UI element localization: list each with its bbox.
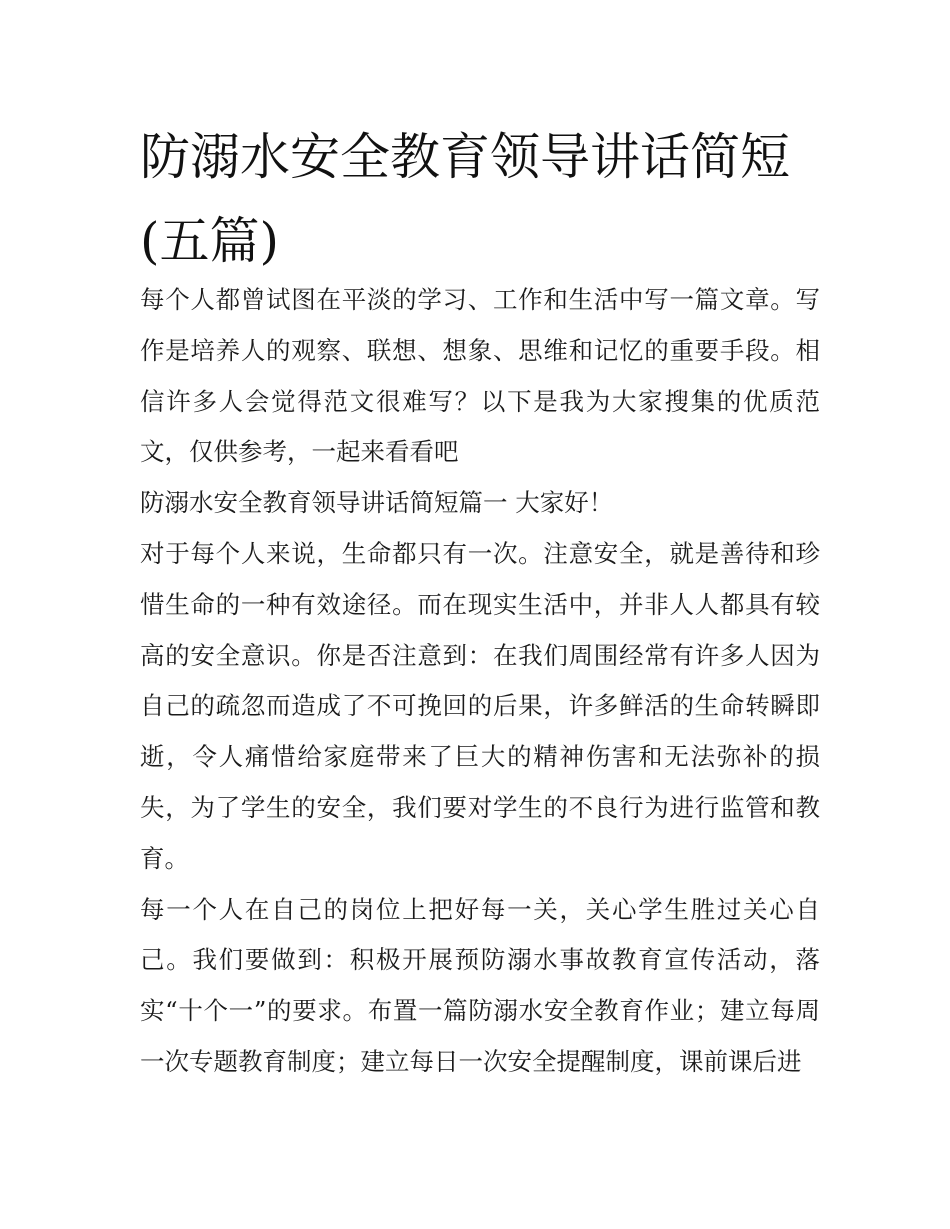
body-paragraph: 对于每个人来说，生命都只有一次。注意安全，就是善待和珍惜生命的一种有效途径。而在现实生活中，并非人人都具有较高的安全意识。你是否注意到：在我们周围经常有许多人因为自己的疏忽而造成了不可挽回的后果，许多鲜活的生命转瞬即逝，令人痛惜给家庭带来了巨大的精神伤害和无法弥补的损失，为了学生的安全，我们要对学生的不良行为进行监管和教育。 xyxy=(140,538,820,873)
title-line-2: (五篇) xyxy=(140,212,280,270)
document-body xyxy=(140,275,820,1088)
body-paragraph: 每一个人在自己的岗位上把好每一关，关心学生胜过关心自己。我们要做到：积极开展预防溺水事故教育宣传活动，落实“十个一”的要求。布置一篇防溺水安全教育作业；建立每周一次专题教育制度；建立每日一次安全提醒制度，课前课后进 xyxy=(140,894,820,1076)
title-line-1: 防溺水安全教育领导讲话简短 xyxy=(140,128,790,186)
section-heading: 防溺水安全教育领导讲话简短篇一 大家好！ xyxy=(140,488,614,518)
document-title xyxy=(140,115,820,283)
intro-paragraph: 每个人都曾试图在平淡的学习、工作和生活中写一篇文章。写作是培养人的观察、联想、想象、思维和记忆的重要手段。相信许多人会觉得范文很难写？以下是我为大家搜集的优质范文，仅供参考，一起来看看吧 xyxy=(140,285,820,467)
